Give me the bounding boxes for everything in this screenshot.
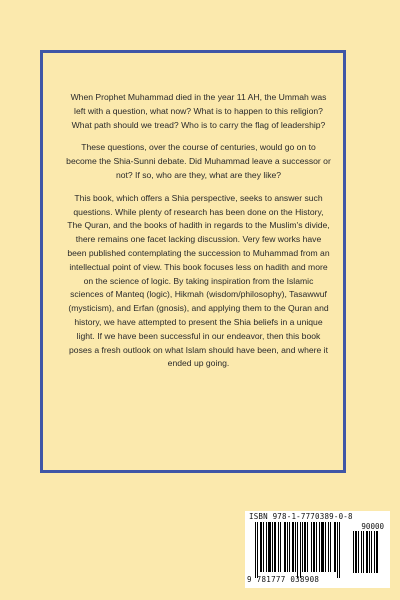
barcode-addon-bars — [353, 531, 385, 573]
blurb-paragraph-2: These questions, over the course of centuries, would go on to become the Shia-Sunni debate. Did Muhammad leave a successor or not? If so, who are they, what are they like? — [66, 142, 331, 180]
back-cover-blurb — [66, 91, 331, 380]
barcode-space — [340, 522, 341, 572]
barcode-space — [378, 531, 379, 573]
barcode-digits: 9 781777 038908 — [247, 575, 320, 584]
barcode-bars — [255, 522, 350, 572]
blurb-paragraph-3: This book, which offers a Shia perspective, seeks to answer such questions. While plenty of research has been done on the History, The Quran, and the books of hadith in regards to the Muslim's divide, there remains one facet lacking discussion. Very few works have been published contemplating the succession to Muhammad from an intellectual point of view. This book focuses less on hadith and more on the science of logic. By taking inspiration from the Islamic sciences of Manteq (logic), Hikmah (wisdom/philosophy), Tasawwuf (mysticism), and Erfan (gnosis), and applying them to the Quran and history, we have attempted to present the Shia beliefs in a unique light. If we have been successful in our endeavor, then this book poses a fresh outlook on what Islam should have been, and where it ended up going. — [67, 192, 330, 369]
price-code: 90000 — [361, 522, 384, 531]
blurb-paragraph-1: When Prophet Muhammad died in the year 11 AH, the Ummah was left with a question, what now? What is to happen to this religion? What path should we tread? Who is to carry the flag of leadership? — [70, 92, 327, 130]
isbn-barcode — [245, 511, 390, 588]
isbn-text: ISBN 978-1-7770389-0-8 — [249, 512, 353, 521]
